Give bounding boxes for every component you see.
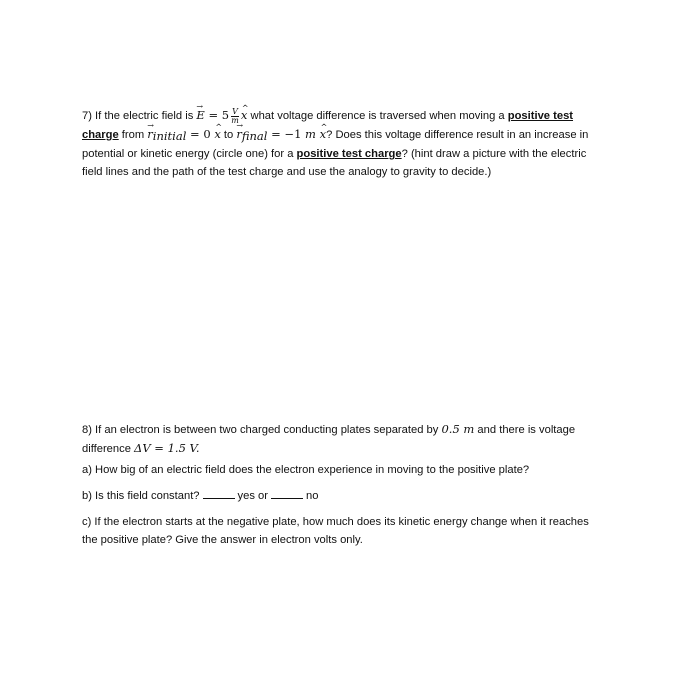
q8c-line-1: c) If the electron starts at the negative plate, how much does its kinetic energy change when it reaches xyxy=(82,516,589,528)
answer-blank-yes[interactable] xyxy=(203,497,235,499)
q7-text: from xyxy=(118,129,148,141)
q8-line-2 xyxy=(82,439,622,458)
q7-line-3 xyxy=(82,145,622,163)
meter-unit: m xyxy=(305,127,320,141)
answer-blank-no[interactable] xyxy=(271,497,303,499)
final-value: = −1 xyxy=(267,127,306,141)
q8-text: 8) If an electron is between two charged conducting plates separated by xyxy=(82,424,442,436)
question-8a: a) How big of an electric field does the electron experience in moving to the positive plate? xyxy=(82,464,530,476)
field-magnitude: = 5 xyxy=(204,108,230,122)
positive-test-emphasis: positive test xyxy=(507,110,574,122)
fraction-numerator: V xyxy=(232,106,238,116)
q8-line-1 xyxy=(82,420,622,439)
x-hat-symbol: ^ x xyxy=(214,125,221,143)
q7-text: If the electric field is xyxy=(91,110,197,122)
q8b-no-option: no xyxy=(306,490,319,502)
q8-text: difference xyxy=(82,443,135,455)
electric-field-symbol: → E xyxy=(196,106,204,124)
question-8c xyxy=(82,513,622,549)
fraction-denominator: m xyxy=(231,115,239,125)
q8-text: and there is voltage xyxy=(474,424,576,436)
q7-number: 7) xyxy=(82,110,92,122)
plate-separation: 0.5 m xyxy=(441,422,475,436)
q7-line-1 xyxy=(82,106,622,125)
q7-text: what voltage difference is traversed when moving a xyxy=(247,110,508,122)
question-7 xyxy=(82,106,622,181)
initial-value: = 0 xyxy=(186,127,215,141)
x-hat-symbol: ^ x xyxy=(320,125,327,143)
question-8b xyxy=(82,487,622,505)
positive-test-charge-emphasis: positive test charge xyxy=(296,148,402,160)
question-mark: ? xyxy=(326,129,333,141)
question-8 xyxy=(82,420,622,458)
q7-line-4: field lines and the path of the test charge and use the analogy to gravity to decide.) xyxy=(82,166,492,178)
q7-line-2 xyxy=(82,125,622,145)
r-vector-symbol: → r xyxy=(236,125,242,143)
r-vector-symbol: → r xyxy=(147,125,153,143)
charge-emphasis: charge xyxy=(82,129,119,141)
initial-subscript: initial xyxy=(152,129,187,143)
final-subscript: final xyxy=(241,129,268,143)
q7-text: Does this voltage difference result in an increase in xyxy=(332,129,589,141)
x-hat-symbol: ^ x xyxy=(241,106,248,124)
voltage-difference: ΔV = 1.5 V. xyxy=(134,441,200,455)
q8b-yes-option: yes or xyxy=(237,490,268,502)
q7-text: to xyxy=(220,129,237,141)
q8b-text: b) Is this field constant? xyxy=(82,490,200,502)
q7-text: ? (hint draw a picture with the electric xyxy=(401,148,587,160)
q8c-line-2: the positive plate? Give the answer in electron volts only. xyxy=(82,534,363,546)
q7-text: potential or kinetic energy (circle one) for a xyxy=(82,148,297,160)
